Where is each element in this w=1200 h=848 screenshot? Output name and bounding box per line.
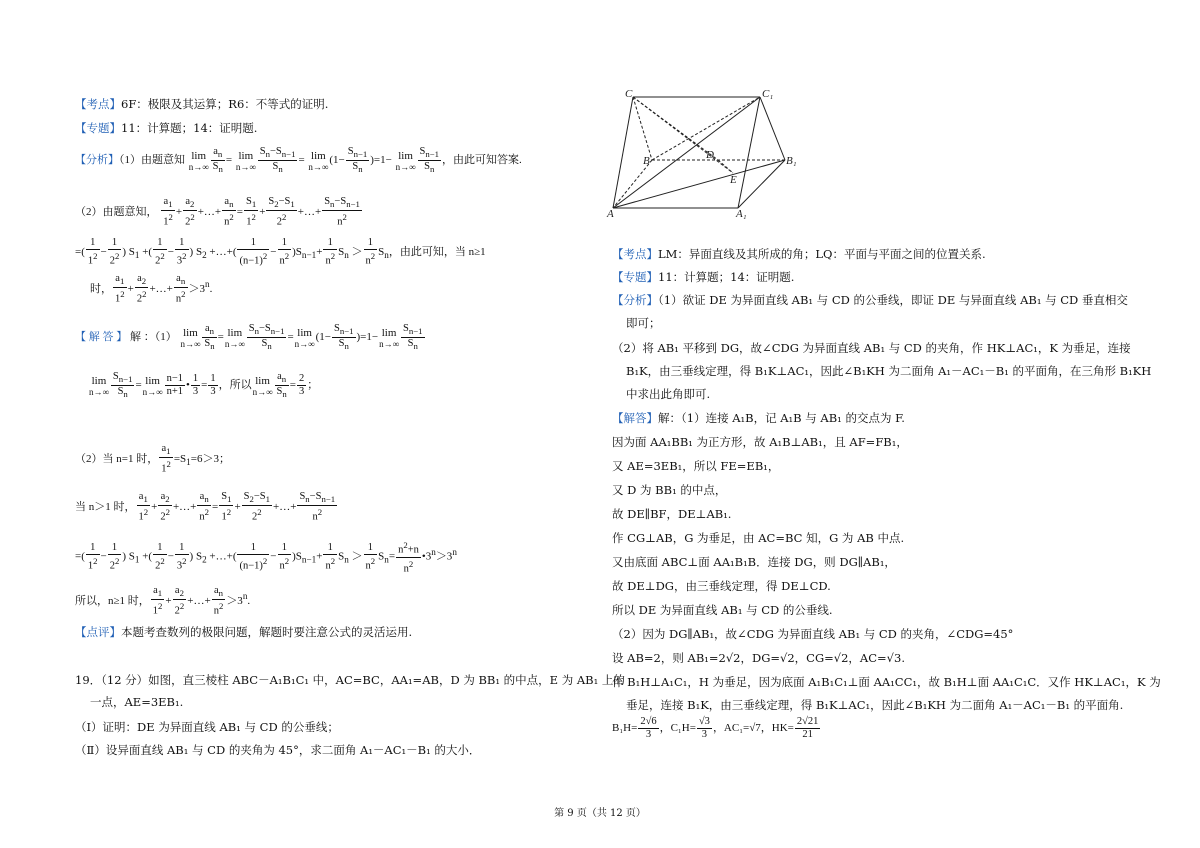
- q19-line1: 19．（12 分）如图，直三棱柱 ABC－A₁B₁C₁ 中，AC=BC，AA₁=AB，D 为 BB₁ 的中点，E 为 AB₁ 上的: [75, 673, 625, 687]
- fraction: $\frac{S_{n-1}}{S_n}$: [333, 323, 354, 352]
- part2-n1-line: （2）当 n=1 时， $\frac{a_1}{1^2}$ $=S_1=6>3$；: [75, 443, 230, 475]
- r-fenxi-1b: 即可；: [626, 316, 661, 330]
- fraction: $\frac{a_n}{S_n}$: [204, 323, 215, 352]
- r-kaodian-text: LM：异面直线及其所成的角；LQ：平面与平面之间的位置关系.: [658, 247, 986, 261]
- fraction: [795, 716, 821, 741]
- fraction: $\frac{1}{(n-1)^2}$: [239, 541, 268, 572]
- fenxi-2-pre: （2）由题意知，: [75, 205, 158, 218]
- r-kaodian-line: [612, 246, 986, 262]
- page-footer: 第 9 页（共 12 页）: [554, 808, 646, 819]
- prism-figure: [605, 85, 805, 220]
- fraction: $\frac{1}{2^2}$: [109, 237, 120, 267]
- fraction: $\frac{S_{n-1}}{S_n}$: [347, 146, 368, 175]
- fraction: $\frac{1}{n^2}$: [279, 237, 290, 267]
- part2-n1-post: =S: [173, 452, 187, 465]
- fraction-denominator: 21: [802, 729, 813, 740]
- fenxi-2-line: （2）由题意知， $\frac{a_1}{1^2}$ + $\frac{a_2}{2^2}$ +…+ $\frac{a_n}{n^2}$ = $\frac{S_1}{1^2}$ + $\frac{S_2-S_1}{2^2}$ +…+ $\frac{S_n-S_{n-1}}{n^2}$: [75, 196, 360, 228]
- fraction: $\frac{1}{(n-1)^2}$: [239, 237, 268, 267]
- q19-line2: 一点，AE=3EB₁.: [90, 695, 184, 709]
- r-jieda-last: [612, 716, 821, 741]
- dianping-text: 本题考查数列的极限问题，解题时要注意公式的灵活运用.: [121, 625, 413, 639]
- fraction: $\frac{S_n-S_{n-1}}{S_n}$: [259, 146, 296, 175]
- kaodian-tag: 【考点】: [75, 97, 121, 111]
- limit-expr: lim n→∞: [308, 149, 329, 172]
- r-fenxi-1: （1）欲证 DE 为异面直线 AB₁ 与 CD 的公垂线，即证 DE 与异面直线 AB₁ 与 CD 垂直相交: [658, 293, 1128, 307]
- fraction-denominator: 3: [701, 729, 708, 740]
- zhuanti-tag: 【专题】: [75, 121, 121, 135]
- limit-expr: lim n→∞: [379, 326, 399, 349]
- part2-n1-pre: （2）当 n=1 时，: [75, 452, 159, 465]
- zhuanti-text: 11：计算题；14：证明题.: [121, 121, 258, 135]
- kaodian-text: 6F：极限及其运算；R6：不等式的证明.: [121, 97, 329, 111]
- fraction: $\frac{S_n-S_{n-1}}{n^2}$: [299, 491, 336, 523]
- fig-label-d: D: [706, 149, 714, 161]
- r-jieda-tag: 【解答】: [612, 411, 658, 425]
- jieda-1-line: 【 解 答 】 解 ：（1） lim n→∞ $\frac{a_n}{S_n}$ = lim n→∞ $\frac{S_n-S_{n-1}}{S_n}$ = lim n→∞ (1− $\frac{S_{n-1}}{S_n}$ )=1− lim n→∞ $\frac{S_{n-1}}{S_n}$: [75, 323, 423, 352]
- zhuanti-line: [75, 120, 257, 136]
- limit-expr: lim n→∞: [235, 149, 256, 172]
- fig-label-e: E: [730, 174, 737, 186]
- dianping-line: [75, 624, 412, 640]
- r-jieda-4: 故 DE∥BF，DE⊥AB₁.: [612, 507, 732, 521]
- fig-label-c: C: [625, 88, 633, 100]
- fenxi-2c-line: 时， $\frac{a_1}{1^2}$ + $\frac{a_2}{2^2}$ +…+ $\frac{a_n}{n^2}$ $>3^n$.: [90, 273, 213, 305]
- r-fenxi-tag: 【分析】: [612, 293, 658, 307]
- fenxi-1-pre: （1）由题意知: [119, 154, 185, 167]
- fraction: $\frac{1}{2^2}$: [155, 237, 165, 267]
- fraction: $\frac{S_2-S_1}{2^2}$: [243, 491, 271, 523]
- fraction: $\frac{a_2}{2^2}$: [185, 196, 195, 228]
- q19-part-ii: （Ⅱ）设异面直线 AB₁ 与 CD 的夹角为 45°，求二面角 A₁－AC₁－B₁ 的大小．: [75, 743, 481, 757]
- r-jieda-8: 所以 DE 为异面直线 AB₁ 与 CD 的公垂线.: [612, 603, 833, 617]
- r-fenxi-2c: 中求出此角即可.: [626, 387, 711, 401]
- kaodian-line: [75, 96, 328, 112]
- fraction-numerator: 2√6: [640, 716, 657, 727]
- fraction: $\frac{S_{n-1}}{S_n}$: [112, 371, 133, 400]
- limit-expr: lim n→∞: [180, 326, 201, 349]
- part2-sum-line: =( $\frac{1}{1^2}$ − $\frac{1}{2^2}$ ) $S_1$ +( $\frac{1}{2^2}$ − $\frac{1}{3^2}$ ) $S_2$ +…+( $\frac{1}{(n-1)^2}$ − $\frac{1}{n^2}$ )$S_{n-1}+$ $\frac{1}{n^2}$ $S_n$ ＞ $\frac{1}{n^2}$ $S_n=$ $\frac{n^2+n}{n^2}$ $•3^n>3^n$: [75, 540, 457, 574]
- r-jieda-0: 解：（1）连接 A₁B，记 A₁B 与 AB₁ 的交点为 F.: [658, 411, 905, 425]
- fraction: $\frac{a_1}{1^2}$: [161, 443, 171, 475]
- fraction: $\frac{a_2}{2^2}$: [160, 491, 170, 523]
- r-jieda-9: （2）因为 DG∥AB₁，故∠CDG 为异面直线 AB₁ 与 CD 的夹角，∠CDG=45°: [612, 627, 1014, 641]
- r-jieda-1: 因为面 AA₁BB₁ 为正方形，故 A₁B⊥AB₁，且 AF=FB₁，: [612, 435, 908, 449]
- r-jieda-line: [612, 410, 905, 426]
- fraction: $\frac{1}{2^2}$: [155, 541, 165, 572]
- fraction: $\frac{1}{1^2}$: [87, 237, 98, 267]
- q19-part-i: （Ⅰ）证明：DE 为异面直线 AB₁ 与 CD 的公垂线；: [75, 720, 339, 734]
- fraction-denominator: 3: [645, 729, 652, 740]
- r-jieda-12: 垂足，连接 B₁K，由三垂线定理，得 B₁K⊥AC₁，因此∠B₁KH 为二面角 A₁－AC₁－B₁ 的平面角.: [626, 698, 1124, 712]
- r-jieda-10: 设 AB=2，则 AB₁=2√2，DG=√2，CG=√2，AC=√3.: [612, 651, 905, 665]
- fraction: $\frac{a_1}{1^2}$: [115, 273, 125, 305]
- part2-n1-tail: =6＞3；: [190, 452, 230, 465]
- fraction: $\frac{a_n}{S_n}$: [212, 146, 223, 175]
- fraction-numerator: 2√21: [796, 716, 819, 727]
- fraction: $\frac{2}{3}$: [298, 373, 305, 398]
- dianping-tag: 【点评】: [75, 625, 121, 639]
- jieda-1b-post: ，所以: [218, 379, 252, 392]
- r-fenxi-2b: B₁K，由三垂线定理，得 B₁K⊥AC₁，因此∠B₁KH 为二面角 A₁－AC₁－B₁ 的平面角，在三角形 B₁KH: [626, 364, 1152, 378]
- fraction: $\frac{a_n}{n^2}$: [199, 491, 210, 523]
- r-jieda-5: 作 CG⊥AB，G 为垂足，由 AC=BC 知，G 为 AB 中点.: [612, 531, 905, 545]
- fraction: $\frac{1}{3}$: [210, 373, 216, 398]
- fraction: $\frac{1}{3}$: [192, 373, 199, 398]
- fraction: $\frac{a_n}{n^2}$: [224, 196, 234, 228]
- fig-label-a1: A₁: [736, 208, 747, 220]
- part2-ngt1-pre: 当 n＞1 时，: [75, 500, 136, 513]
- fraction: $\frac{1}{n^2}$: [325, 237, 336, 267]
- fenxi-1-line: 【分析】（1）由题意知 lim n→∞ $\frac{a_n}{S_n}$ = lim n→∞ $\frac{S_n-S_{n-1}}{S_n}$ = lim n→∞ (1− $\frac{S_{n-1}}{S_n}$ )=1− lim n→∞ $\frac{S_{n-1}}{S_n}$ ，由此可知答案.: [75, 146, 522, 175]
- fraction: $\frac{a_1}{1^2}$: [163, 196, 173, 228]
- fraction: $\frac{a_2}{2^2}$: [136, 273, 147, 305]
- fraction: [697, 716, 712, 741]
- r-last-b1h: B₁H=: [612, 722, 638, 735]
- limit-expr: lim n→∞: [294, 326, 315, 349]
- fraction: $\frac{1}{2^2}$: [109, 541, 120, 572]
- r-kaodian-tag: 【考点】: [612, 247, 658, 261]
- fraction: $\frac{S_2-S_1}{2^2}$: [268, 196, 295, 228]
- r-fenxi-line: [612, 292, 1128, 308]
- fraction: $\frac{n^2+n}{n^2}$: [398, 540, 419, 574]
- fraction: $\frac{1}{n^2}$: [365, 237, 376, 267]
- jieda-tag: 【 解 答 】: [75, 331, 128, 344]
- limit-expr: lim n→∞: [252, 374, 273, 397]
- fig-label-b1: B₁: [786, 155, 797, 167]
- fraction: $\frac{1}{1^2}$: [87, 541, 98, 572]
- fraction: $\frac{a_1}{1^2}$: [138, 491, 149, 523]
- part2-ngt1-line: 当 n＞1 时， $\frac{a_1}{1^2}$ + $\frac{a_2}{2^2}$ +…+ $\frac{a_n}{n^2}$ = $\frac{S_1}{1^2}$ + $\frac{S_2-S_1}{2^2}$ +…+ $\frac{S_n-S_{n-1}}{n^2}$: [75, 491, 336, 523]
- r-zhuanti-line: [612, 269, 794, 285]
- r-jieda-11: 作 B₁H⊥A₁C₁，H 为垂足，因为底面 A₁B₁C₁⊥面 AA₁CC₁，故 B₁H⊥面 AA₁C₁C．又作 HK⊥AC₁，K 为: [612, 675, 1161, 689]
- limit-expr: lim n→∞: [142, 374, 163, 397]
- fenxi-2b-post: ，由此可知，当 n≥1: [388, 245, 486, 258]
- suoyi-pre: 所以，n≥1 时，: [75, 594, 150, 607]
- fenxi-2c-pre: 时，: [90, 282, 112, 295]
- fraction: $\frac{a_n}{n^2}$: [175, 273, 186, 305]
- fraction: $\frac{S_1}{1^2}$: [245, 196, 257, 228]
- fraction: [638, 716, 658, 741]
- fraction: $\frac{1}{3^2}$: [176, 237, 187, 267]
- fraction-numerator: √3: [698, 716, 710, 727]
- fenxi-tag: 【分析】: [75, 154, 119, 167]
- fig-label-c1: C₁: [762, 88, 774, 100]
- r-jieda-3: 又 D 为 BB₁ 的中点，: [612, 483, 727, 497]
- fraction: $\frac{S_n-S_{n-1}}{S_n}$: [248, 323, 285, 352]
- suoyi-line: 所以，n≥1 时， $\frac{a_1}{1^2}$ + $\frac{a_2}{2^2}$ +…+ $\frac{a_n}{n^2}$ $>3^n$.: [75, 585, 251, 617]
- fraction: $\frac{S_1}{1^2}$: [221, 491, 232, 523]
- r-last-c1h: ，C₁H=: [659, 722, 696, 735]
- jieda-1b-line: lim n→∞ $\frac{S_{n-1}}{S_n}$ = lim n→∞ $\frac{n-1}{n+1}$ • $\frac{1}{3}$ = $\frac{1}{3}$ ，所以 lim n→∞ $\frac{a_n}{S_n}$ = $\frac{2}{3}$ ；: [89, 371, 319, 400]
- fraction: $\frac{a_n}{n^2}$: [213, 585, 224, 617]
- fraction: $\frac{S_{n-1}}{S_n}$: [419, 146, 440, 175]
- r-jieda-7: 故 DE⊥DG，由三垂线定理，得 DE⊥CD.: [612, 579, 831, 593]
- limit-expr: lim n→∞: [224, 326, 245, 349]
- limit-expr: lim n→∞: [89, 374, 109, 397]
- fraction: $\frac{S_n-S_{n-1}}{n^2}$: [324, 196, 360, 228]
- fenxi-1-post: ，由此可知答案.: [442, 154, 522, 167]
- fraction: $\frac{1}{n^2}$: [279, 541, 290, 572]
- limit-expr: lim n→∞: [395, 149, 416, 172]
- fraction: $\frac{a_2}{2^2}$: [174, 585, 185, 617]
- fig-label-a: A: [607, 208, 614, 220]
- r-fenxi-2: （2）将 AB₁ 平移到 DG，故∠CDG 为异面直线 AB₁ 与 CD 的夹角，作 HK⊥AC₁，K 为垂足，连接: [612, 341, 1131, 355]
- fenxi-2b-line: =( $\frac{1}{1^2}$ − $\frac{1}{2^2}$ ) $S_1$ +( $\frac{1}{2^2}$ − $\frac{1}{3^2}$ ) $S_2$ +…+( $\frac{1}{(n-1)^2}$ − $\frac{1}{n^2}$ )$S_{n-1}+$ $\frac{1}{n^2}$ $S_n$ ＞ $\frac{1}{n^2}$ $S_n$，由此可知，当 n≥1: [75, 237, 486, 267]
- jieda-label: 解 ：（1）: [130, 331, 177, 344]
- fraction: $\frac{a_1}{1^2}$: [152, 585, 163, 617]
- fraction: $\frac{a_n}{S_n}$: [276, 371, 287, 400]
- limit-expr: lim n→∞: [188, 149, 209, 172]
- fraction: $\frac{1}{n^2}$: [325, 541, 336, 572]
- r-jieda-6: 又由底面 ABC⊥面 AA₁B₁B．连接 DG，则 DG∥AB₁，: [612, 555, 896, 569]
- r-zhuanti-tag: 【专题】: [612, 270, 658, 284]
- fig-label-b: B: [643, 155, 650, 167]
- r-last-ac1: ，AC₁=√7，HK=: [712, 722, 794, 735]
- fraction: $\frac{1}{n^2}$: [365, 541, 376, 572]
- r-zhuanti-text: 11：计算题；14：证明题.: [658, 270, 795, 284]
- fraction: $\frac{S_{n-1}}{S_n}$: [403, 323, 423, 352]
- fraction: $\frac{n-1}{n+1}$: [166, 373, 184, 398]
- r-jieda-2: 又 AE=3EB₁，所以 FE=EB₁，: [612, 459, 780, 473]
- fraction: $\frac{1}{3^2}$: [176, 541, 187, 572]
